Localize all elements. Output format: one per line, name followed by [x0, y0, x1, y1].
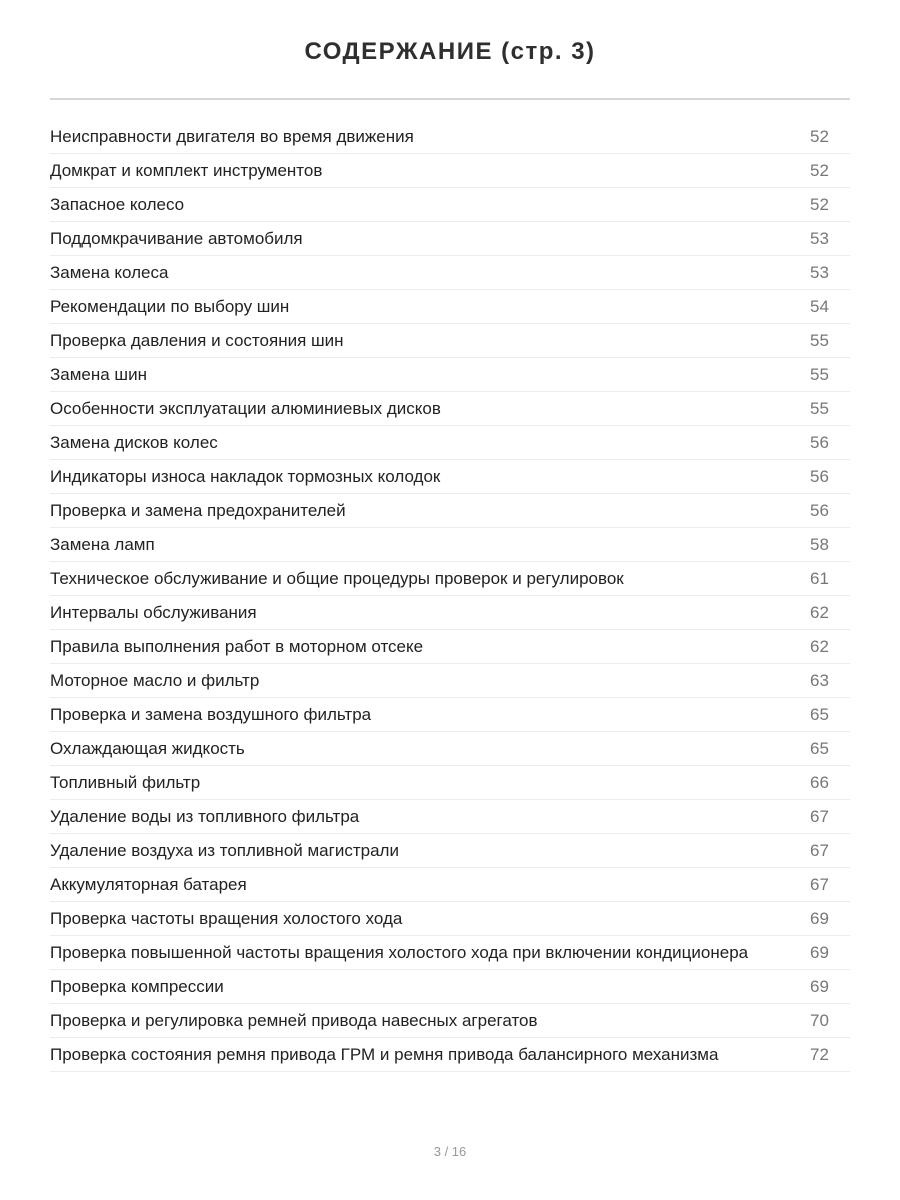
toc-entry[interactable] [50, 562, 850, 596]
toc-list [50, 120, 850, 1072]
toc-entry[interactable] [50, 392, 850, 426]
toc-entry-page-number: 69 [810, 976, 829, 996]
toc-entry[interactable] [50, 426, 850, 460]
toc-entry[interactable] [50, 936, 850, 970]
toc-entry-page-number: 70 [810, 1010, 829, 1030]
toc-entry[interactable] [50, 1038, 850, 1072]
toc-entry[interactable] [50, 528, 850, 562]
toc-entry[interactable] [50, 256, 850, 290]
toc-entry-title[interactable]: Поддомкрачивание автомобиля [50, 228, 303, 248]
toc-entry-page-number: 72 [810, 1044, 829, 1064]
toc-entry-title[interactable]: Техническое обслуживание и общие процедуры проверок и регулировок [50, 568, 624, 588]
toc-entry[interactable] [50, 358, 850, 392]
toc-entry[interactable] [50, 698, 850, 732]
toc-entry-title[interactable]: Особенности эксплуатации алюминиевых дисков [50, 398, 441, 418]
toc-entry-page-number: 61 [810, 568, 829, 588]
toc-entry-page-number: 67 [810, 874, 829, 894]
toc-entry-page-number: 52 [810, 126, 829, 146]
toc-entry-title[interactable]: Замена колеса [50, 262, 169, 282]
toc-entry-page-number: 65 [810, 738, 829, 758]
toc-entry-title[interactable]: Неисправности двигателя во время движения [50, 126, 414, 146]
toc-entry-page-number: 65 [810, 704, 829, 724]
toc-entry-title[interactable]: Интервалы обслуживания [50, 602, 257, 622]
toc-entry[interactable] [50, 324, 850, 358]
page-title: СОДЕРЖАНИЕ (стр. 3) [304, 38, 596, 65]
toc-entry-page-number: 66 [810, 772, 829, 792]
toc-entry-title[interactable]: Проверка давления и состояния шин [50, 330, 344, 350]
toc-entry-page-number: 52 [810, 160, 829, 180]
toc-entry-page-number: 62 [810, 602, 829, 622]
toc-entry-page-number: 55 [810, 364, 829, 384]
toc-entry-page-number: 69 [810, 942, 829, 962]
toc-entry[interactable] [50, 800, 850, 834]
toc-entry-title[interactable]: Домкрат и комплект инструментов [50, 160, 323, 180]
toc-entry[interactable] [50, 188, 850, 222]
toc-entry-title[interactable]: Аккумуляторная батарея [50, 874, 247, 894]
toc-entry[interactable] [50, 494, 850, 528]
toc-entry-page-number: 56 [810, 432, 829, 452]
toc-entry-page-number: 53 [810, 262, 829, 282]
toc-entry-title[interactable]: Рекомендации по выбору шин [50, 296, 290, 316]
page-indicator: 3 / 16 [433, 1144, 467, 1159]
toc-entry-page-number: 67 [810, 840, 829, 860]
toc-entry-page-number: 54 [810, 296, 829, 316]
toc-entry-title[interactable]: Запасное колесо [50, 194, 185, 214]
toc-entry[interactable] [50, 460, 850, 494]
toc-entry-title[interactable]: Проверка и замена предохранителей [50, 500, 346, 520]
toc-entry-title[interactable]: Проверка повышенной частоты вращения холостого хода при включении кондиционера [50, 942, 749, 962]
toc-entry[interactable] [50, 154, 850, 188]
toc-entry[interactable] [50, 902, 850, 936]
toc-entry-title[interactable]: Индикаторы износа накладок тормозных колодок [50, 466, 441, 486]
toc-entry-title[interactable]: Удаление воздуха из топливной магистрали [50, 840, 399, 860]
toc-entry[interactable] [50, 630, 850, 664]
toc-entry[interactable] [50, 732, 850, 766]
title-divider [50, 98, 850, 100]
toc-entry-title[interactable]: Топливный фильтр [50, 772, 201, 792]
toc-entry-page-number: 67 [810, 806, 829, 826]
toc-entry-title[interactable]: Охлаждающая жидкость [50, 738, 245, 758]
toc-entry[interactable] [50, 766, 850, 800]
toc-entry-title[interactable]: Замена шин [50, 364, 147, 384]
toc-entry[interactable] [50, 664, 850, 698]
toc-entry[interactable] [50, 834, 850, 868]
toc-entry-title[interactable]: Проверка компрессии [50, 976, 224, 996]
toc-entry[interactable] [50, 120, 850, 154]
toc-entry-title[interactable]: Правила выполнения работ в моторном отсеке [50, 636, 424, 656]
toc-entry-title[interactable]: Моторное масло и фильтр [50, 670, 260, 690]
toc-entry-title[interactable]: Проверка состояния ремня привода ГРМ и ремня привода балансирного механизма [50, 1044, 719, 1064]
toc-entry-page-number: 56 [810, 466, 829, 486]
toc-entry-page-number: 69 [810, 908, 829, 928]
toc-entry[interactable] [50, 868, 850, 902]
toc-entry-title[interactable]: Проверка частоты вращения холостого хода [50, 908, 403, 928]
toc-entry[interactable] [50, 290, 850, 324]
toc-entry-page-number: 62 [810, 636, 829, 656]
toc-entry[interactable] [50, 596, 850, 630]
toc-entry-page-number: 55 [810, 330, 829, 350]
toc-entry-page-number: 58 [810, 534, 829, 554]
toc-entry-title[interactable]: Проверка и регулировка ремней привода навесных агрегатов [50, 1010, 538, 1030]
toc-entry-title[interactable]: Замена дисков колес [50, 432, 218, 452]
toc-entry[interactable] [50, 222, 850, 256]
toc-entry[interactable] [50, 1004, 850, 1038]
toc-entry[interactable] [50, 970, 850, 1004]
toc-entry-page-number: 52 [810, 194, 829, 214]
toc-entry-page-number: 55 [810, 398, 829, 418]
toc-entry-page-number: 53 [810, 228, 829, 248]
toc-entry-title[interactable]: Удаление воды из топливного фильтра [50, 806, 360, 826]
toc-entry-page-number: 63 [810, 670, 829, 690]
toc-entry-page-number: 56 [810, 500, 829, 520]
toc-entry-title[interactable]: Замена ламп [50, 534, 155, 554]
toc-entry-title[interactable]: Проверка и замена воздушного фильтра [50, 704, 372, 724]
